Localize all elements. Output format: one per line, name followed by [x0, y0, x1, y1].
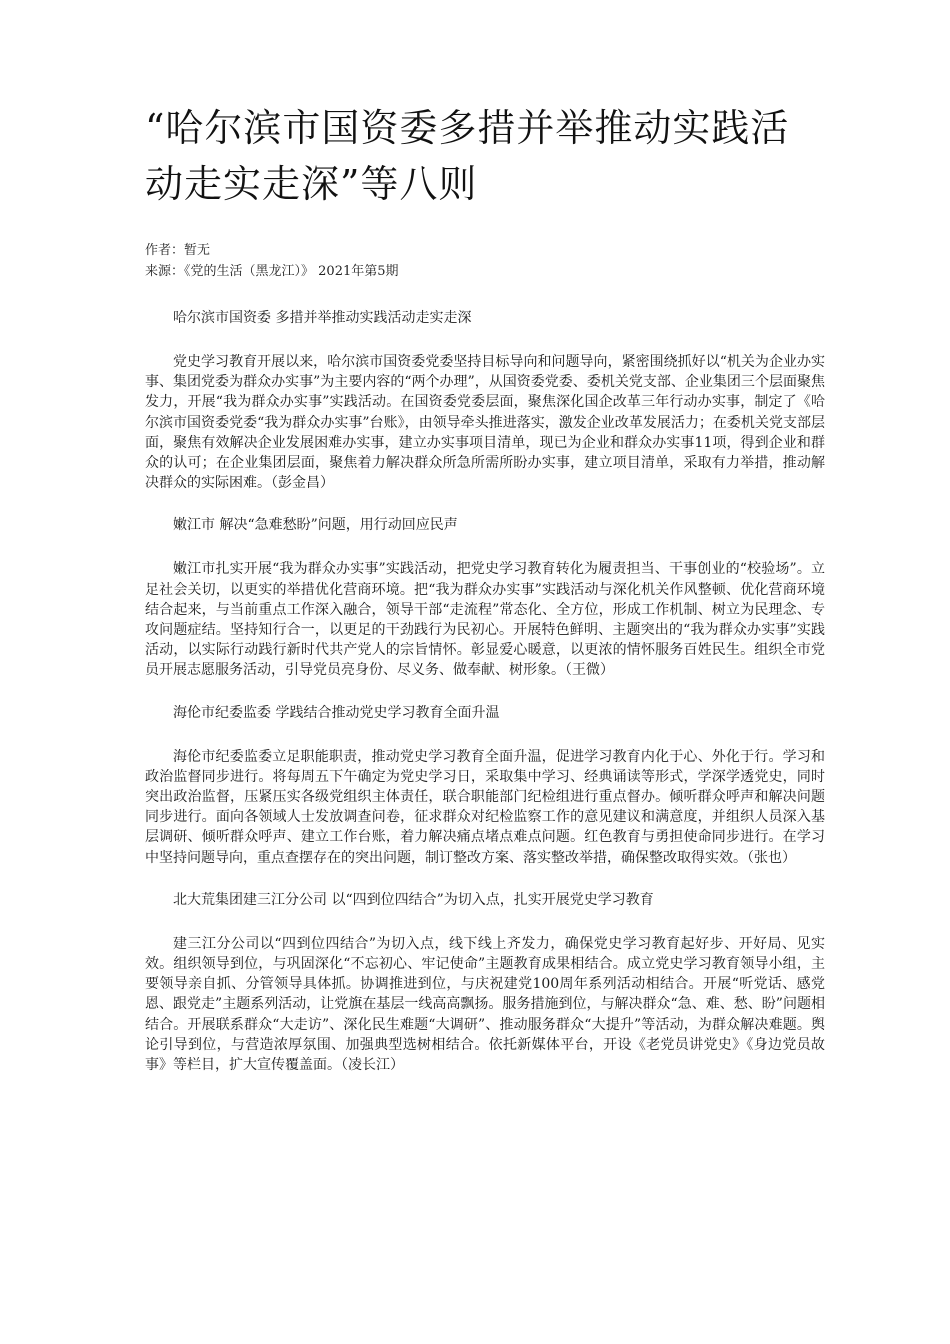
news-item [145, 703, 825, 868]
news-item-heading: 北大荒集团建三江分公司 以“四到位四结合”为切入点，扎实开展党史学习教育 [173, 891, 654, 908]
news-item-heading: 海伦市纪委监委 学践结合推动党史学习教育全面升温 [173, 704, 500, 721]
source-value: 《党的生活（黑龙江）》 2021年第5期 [184, 264, 399, 279]
news-item [145, 515, 825, 680]
source-row [145, 261, 825, 282]
article-meta [145, 240, 825, 282]
news-item-body: 海伦市纪委监委立足职能职责，推动党史学习教育全面升温，促进学习教育内化于心、外化于行。学习和政治监督同步进行。将每周五下午确定为党史学习日，采取集中学习、经典诵读等形式，学深学透党史，同时突出政治监督，压紧压实各级党组织主体责任，联合职能部门纪检组进行重点督办。倾听群众呼声和解决问题同步进行。面向各领域人士发放调查问卷，征求群众对纪检监察工作的意见建议和满意度，并组织人员深入基层调研、倾听群众呼声、建立工作台账，着力解决痛点堵点难点问题。红色教育与勇担使命同步进行。在学习中坚持问题导向，重点查摆存在的突出问题，制订整改方案、落实整改举措，确保整改取得实效。（张也） [145, 748, 825, 866]
news-item-body: 嫩江市扎实开展“我为群众办实事”实践活动，把党史学习教育转化为履责担当、干事创业的“校验场”。立足社会关切，以更实的举措优化营商环境。把“我为群众办实事”实践活动与深化机关作风整顿、优化营商环境结合起来，与当前重点工作深入融合，领导干部“走流程”常态化、全方位，形成工作机制、树立为民理念、专攻问题症结。坚持知行合一，以更足的干劲践行为民初心。开展特色鲜明、主题突出的“我为群众办实事”实践活动，以实际行动践行新时代共产党人的宗旨情怀。彰显爱心暖意，以更浓的情怀服务百姓民生。组织全市党员开展志愿服务活动，引导党员亮身份、尽义务、做奉献、树形象。（王微） [145, 561, 825, 679]
news-item [145, 890, 825, 1075]
news-item-heading: 嫩江市 解决“急难愁盼”问题，用行动回应民声 [173, 517, 458, 534]
author-label: 作者： [145, 243, 185, 258]
article-title: “哈尔滨市国资委多措并举推动实践活动走实走深”等八则 [145, 106, 790, 206]
source-label: 来源： [145, 264, 185, 279]
news-item [145, 308, 825, 493]
author-row [145, 240, 825, 261]
article-page [145, 100, 825, 1075]
news-item-body: 党史学习教育开展以来，哈尔滨市国资委党委坚持目标导向和问题导向，紧密围绕抓好以“机关为企业办实事、集团党委为群众办实事”为主要内容的“两个办理”，从国资委党委、委机关党支部、企业集团三个层面聚焦发力，开展“我为群众办实事”实践活动。在国资委党委层面，聚焦深化国企改革三年行动办实事，制定了《哈尔滨市国资委党委“我为群众办实事”台账》，由领导牵头推进落实，激发企业改革发展活力；在委机关党支部层面，聚焦有效解决企业发展困难办实事，建立办实事项目清单，现已为企业和群众办实事11项，得到企业和群众的认可；在企业集团层面，聚焦着力解决群众所急所需所盼办实事，建立项目清单，采取有力举措，推动解决群众的实际困难。（彭金昌） [145, 354, 825, 492]
author-value: 暂无 [184, 243, 211, 258]
news-item-body: 建三江分公司以“四到位四结合”为切入点，线下线上齐发力，确保党史学习教育起好步、开好局、见实效。组织领导到位，与巩固深化“不忘初心、牢记使命”主题教育成果相结合。成立党史学习教育领导小组，主要领导亲自抓、分管领导具体抓。协调推进到位，与庆祝建党100周年系列活动相结合。开展“听党话、感党恩、跟党走”主题系列活动，让党旗在基层一线高高飘扬。服务措施到位，与解决群众“急、难、愁、盼”问题相结合。开展联系群众“大走访”、深化民生难题“大调研”、推动服务群众“大提升”等活动，为群众解决难题。舆论引导到位，与营造浓厚氛围、加强典型选树相结合。依托新媒体平台，开设《老党员讲党史》《身边党员故事》等栏目，扩大宣传覆盖面。（凌长江） [145, 935, 825, 1074]
news-item-heading: 哈尔滨市国资委 多措并举推动实践活动走实走深 [173, 310, 472, 326]
